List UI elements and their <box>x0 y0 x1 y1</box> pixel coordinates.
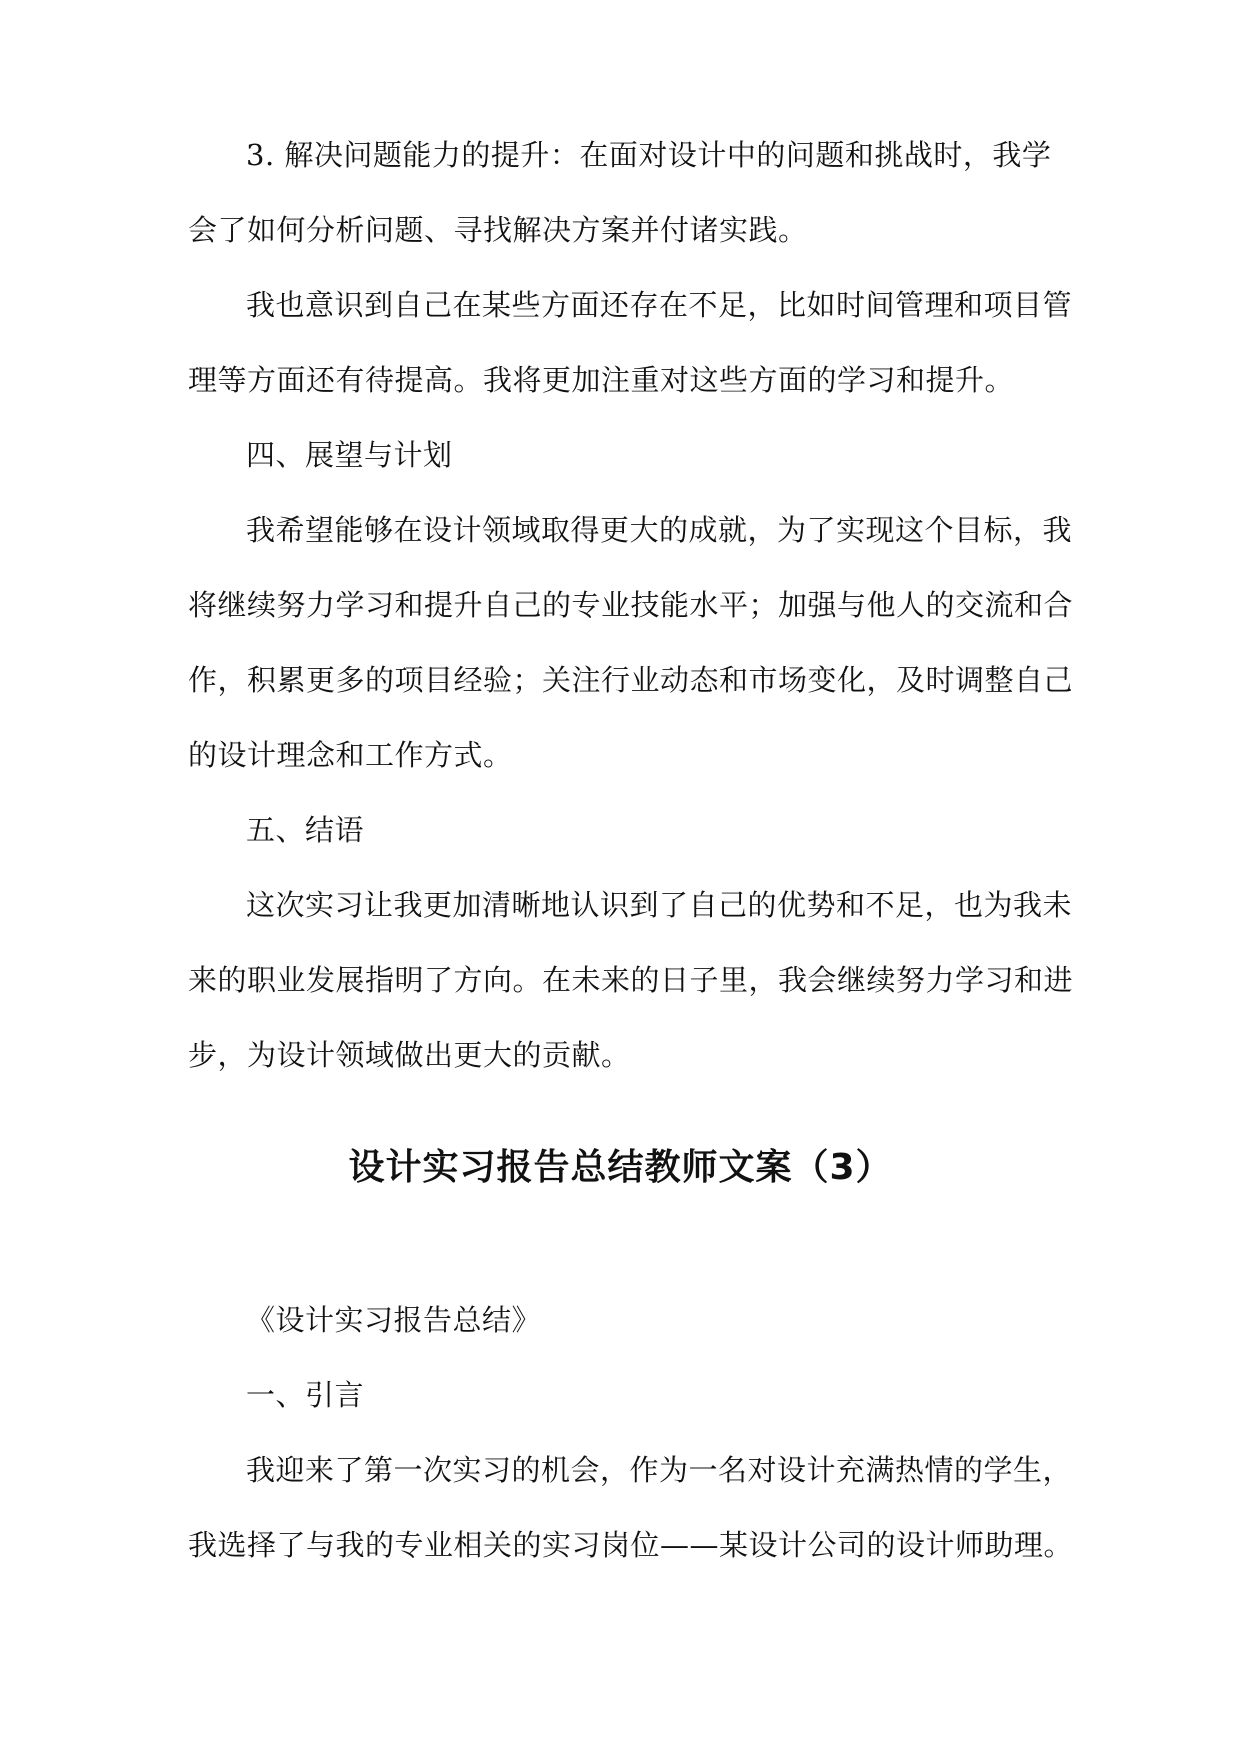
section-heading-conclusion: 五、结语 <box>246 813 365 847</box>
paragraph-line: 理等方面还有待提高。我将更加注重对这些方面的学习和提升。 <box>188 363 1015 397</box>
paragraph-line: 作，积累更多的项目经验；关注行业动态和市场变化，及时调整自己 <box>188 663 1074 697</box>
section-heading-introduction: 一、引言 <box>246 1378 365 1412</box>
paragraph-line: 将继续努力学习和提升自己的专业技能水平；加强与他人的交流和合 <box>188 588 1074 622</box>
paragraph-line: 我也意识到自己在某些方面还存在不足，比如时间管理和项目管 <box>246 288 1073 322</box>
paragraph-line: 步，为设计领域做出更大的贡献。 <box>188 1038 631 1072</box>
paragraph-line: 的设计理念和工作方式。 <box>188 738 513 772</box>
section-title: 设计实习报告总结教师文案（3） <box>348 1147 893 1188</box>
paragraph-line: 这次实习让我更加清晰地认识到了自己的优势和不足，也为我未 <box>246 888 1073 922</box>
paragraph-line: 我迎来了第一次实习的机会，作为一名对设计充满热情的学生， <box>246 1453 1073 1487</box>
paragraph-line: 我选择了与我的专业相关的实习岗位——某设计公司的设计师助理。 <box>188 1528 1074 1562</box>
paragraph-line: 3. 解决问题能力的提升：在面对设计中的问题和挑战时，我学 <box>246 138 1052 172</box>
paragraph-line: 来的职业发展指明了方向。在未来的日子里，我会继续努力学习和进 <box>188 963 1074 997</box>
section-heading-outlook: 四、展望与计划 <box>246 438 453 472</box>
paragraph-line: 会了如何分析问题、寻找解决方案并付诸实践。 <box>188 213 808 247</box>
paragraph-line: 我希望能够在设计领域取得更大的成就，为了实现这个目标，我 <box>246 513 1073 547</box>
body-text-part-b <box>188 1283 1074 1583</box>
document-subtitle: 《设计实习报告总结》 <box>246 1303 542 1337</box>
body-text-part-a <box>188 118 1074 1093</box>
